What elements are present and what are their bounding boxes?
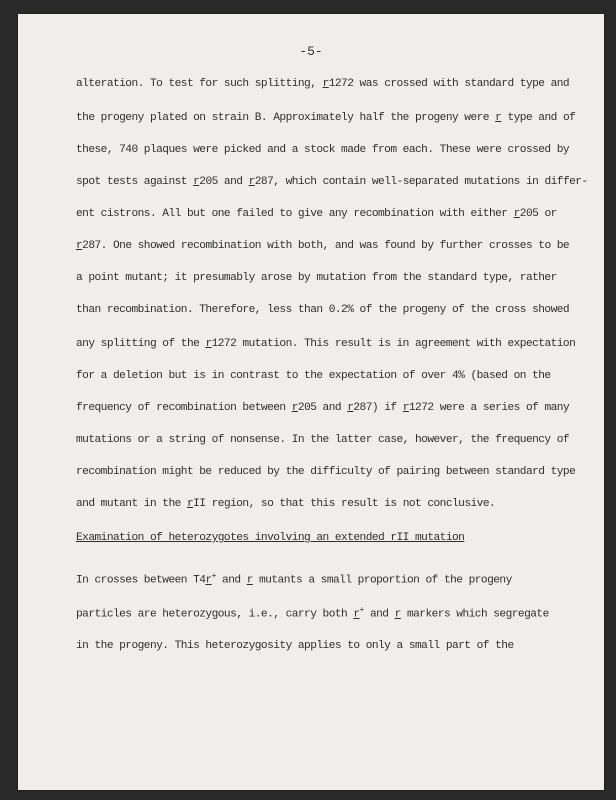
underlined-text: Examination of heterozygotes involving an extended rII mutation xyxy=(76,532,465,544)
text-line xyxy=(76,402,569,414)
text-line xyxy=(76,78,569,90)
text-span: and mutant in the xyxy=(76,498,187,510)
document-page xyxy=(18,14,604,790)
underlined-text: r xyxy=(205,574,212,587)
text-line xyxy=(76,606,549,621)
text-span: II region, so that this result is not conclusive. xyxy=(193,498,496,510)
underlined-text: r xyxy=(186,498,194,510)
text-line xyxy=(76,498,495,510)
text-span: type and of xyxy=(501,112,576,124)
text-span: frequency of recombination between xyxy=(76,402,292,414)
underlined-text: r xyxy=(513,208,520,220)
underlined-text: r xyxy=(76,240,83,252)
text-line xyxy=(76,572,512,587)
text-span: 1272 were a series of many xyxy=(408,402,570,414)
text-span: 205 and xyxy=(297,402,348,414)
text-line xyxy=(76,272,557,284)
text-span: and xyxy=(215,574,247,587)
text-span: and xyxy=(363,608,395,621)
underlined-text: r xyxy=(347,402,354,414)
underlined-text: r xyxy=(495,112,502,124)
text-span: ent cistrons. All but one failed to give any recombination with either xyxy=(76,208,514,220)
underlined-text: r xyxy=(205,338,212,350)
text-line xyxy=(76,240,569,252)
text-span: 287) if xyxy=(353,402,403,414)
text-line xyxy=(76,304,569,316)
text-span: for a deletion but is in contrast to the expectation of over 4% (based on the xyxy=(76,370,551,382)
text-span: recombination might be reduced by the difficulty of pairing between standard type xyxy=(76,466,576,478)
text-line xyxy=(76,640,514,652)
text-span: mutations or a string of nonsense. In the latter case, however, the frequency of xyxy=(76,434,570,446)
underlined-text: r xyxy=(322,78,329,90)
underlined-text: r xyxy=(246,574,253,587)
text-span: than recombination. Therefore, less than 0.2% of the progeny of the cross showed xyxy=(76,304,570,316)
text-span: 205 or xyxy=(519,208,557,220)
text-line xyxy=(76,466,575,478)
text-span: + xyxy=(211,572,216,581)
text-line xyxy=(76,112,575,124)
text-span: In crosses between T4 xyxy=(76,574,206,587)
text-span: markers which segregate xyxy=(400,608,549,621)
text-span: spot tests against xyxy=(76,176,194,188)
underlined-text: r xyxy=(291,402,298,414)
text-span: the progeny plated on strain B. Approximately half the progeny were xyxy=(76,112,496,124)
text-span: 287, which contain well-separated mutations in differ- xyxy=(254,176,588,188)
underlined-text: r xyxy=(193,176,200,188)
underlined-text: r xyxy=(402,402,409,414)
underlined-text: r xyxy=(353,608,360,621)
text-span: these, 740 plaques were picked and a stock made from each. These were crossed by xyxy=(76,144,570,156)
underlined-text: r xyxy=(248,176,255,188)
underlined-text: r xyxy=(394,608,401,621)
text-line xyxy=(76,370,551,382)
text-span: + xyxy=(359,606,364,615)
text-line xyxy=(76,144,569,156)
text-span: a point mutant; it presumably arose by mutation from the standard type, rather xyxy=(76,272,557,284)
text-span: alteration. To test for such splitting, xyxy=(76,78,323,90)
text-span: 1272 mutation. This result is in agreement with expectation xyxy=(211,338,576,350)
text-line xyxy=(76,338,575,350)
text-span: 205 and xyxy=(199,176,249,188)
text-span: 1272 was crossed with standard type and xyxy=(328,78,570,90)
text-span: particles are heterozygous, i.e., carry both xyxy=(76,608,354,621)
text-line xyxy=(76,208,557,220)
text-span: 287. One showed recombination with both, and was found by further crosses to be xyxy=(82,240,570,252)
text-span: in the progeny. This heterozygosity applies to only a small part of the xyxy=(76,640,514,652)
section-heading xyxy=(76,532,464,544)
text-span: mutants a small proportion of the progeny xyxy=(252,574,512,587)
text-line xyxy=(76,434,569,446)
text-span: any splitting of the xyxy=(76,338,206,350)
page-number: -5- xyxy=(299,44,323,59)
text-line xyxy=(76,176,588,188)
